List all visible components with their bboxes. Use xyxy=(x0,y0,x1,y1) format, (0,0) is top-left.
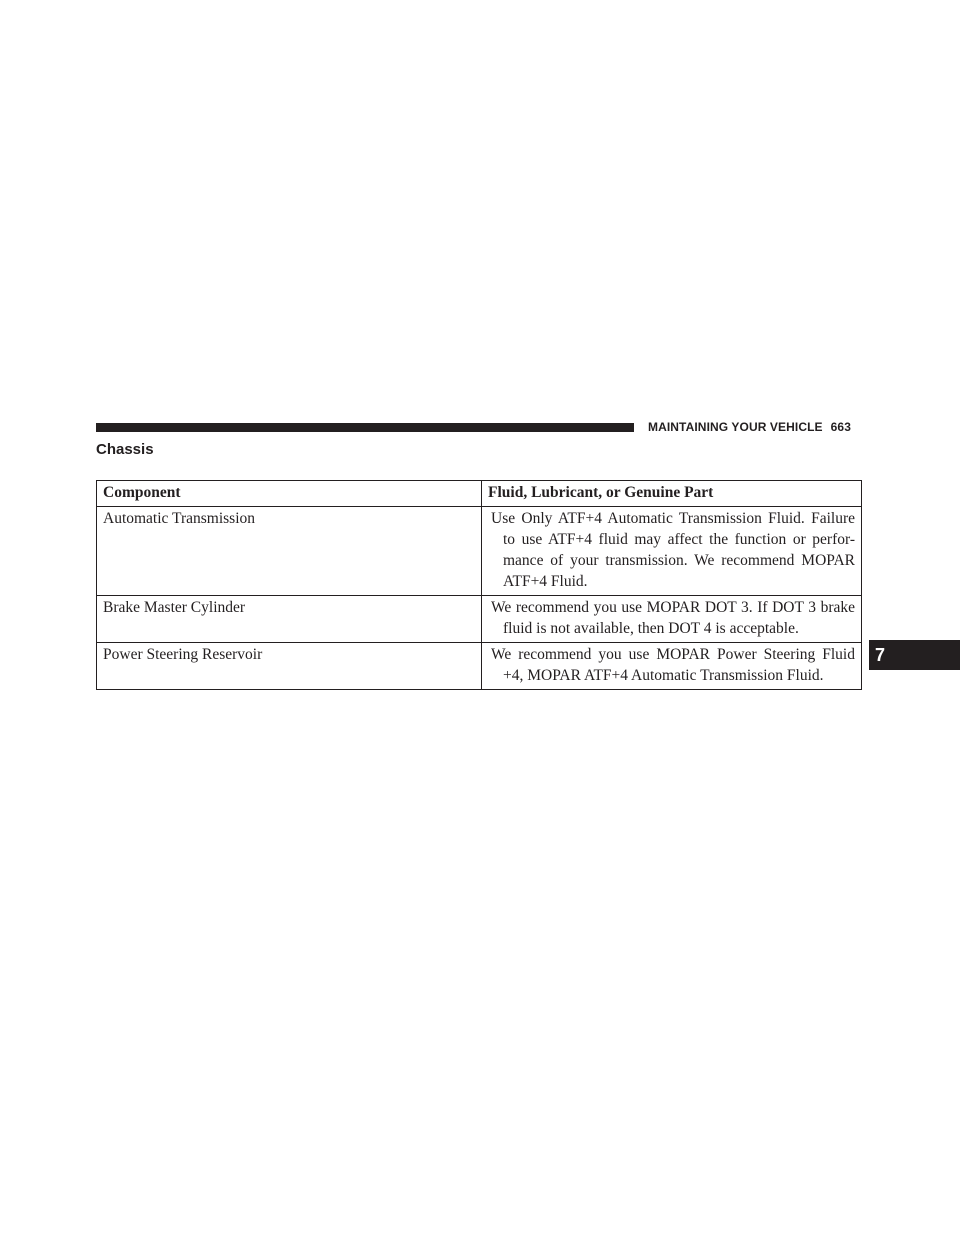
column-header-component: Component xyxy=(97,481,482,507)
cell-component: Brake Master Cylinder xyxy=(97,596,482,643)
cell-component: Automatic Transmission xyxy=(97,507,482,596)
chapter-tab: 7 xyxy=(869,640,960,670)
cell-component: Power Steering Reservoir xyxy=(97,643,482,690)
table-row xyxy=(97,507,862,596)
page-number: 663 xyxy=(830,420,851,434)
table-header-row xyxy=(97,481,862,507)
header-section-title: MAINTAINING YOUR VEHICLE xyxy=(648,420,823,434)
header-rule xyxy=(96,423,634,432)
running-header xyxy=(648,420,864,434)
section-title: Chassis xyxy=(96,441,154,458)
column-header-fluid: Fluid, Lubricant, or Genuine Part xyxy=(482,481,862,507)
cell-fluid: We recommend you use MOPAR Power Steering Fluid +4, MOPAR ATF+4 Automatic Transmission Fluid. xyxy=(482,643,862,690)
table-row xyxy=(97,643,862,690)
table-row xyxy=(97,596,862,643)
cell-fluid: Use Only ATF+4 Automatic Transmission Fluid. Failure to use ATF+4 fluid may affect the function or perfor-mance of your transmission. We recommend MOPAR ATF+4 Fluid. xyxy=(482,507,862,596)
fluids-table xyxy=(96,480,862,690)
cell-fluid: We recommend you use MOPAR DOT 3. If DOT 3 brake fluid is not available, then DOT 4 is acceptable. xyxy=(482,596,862,643)
